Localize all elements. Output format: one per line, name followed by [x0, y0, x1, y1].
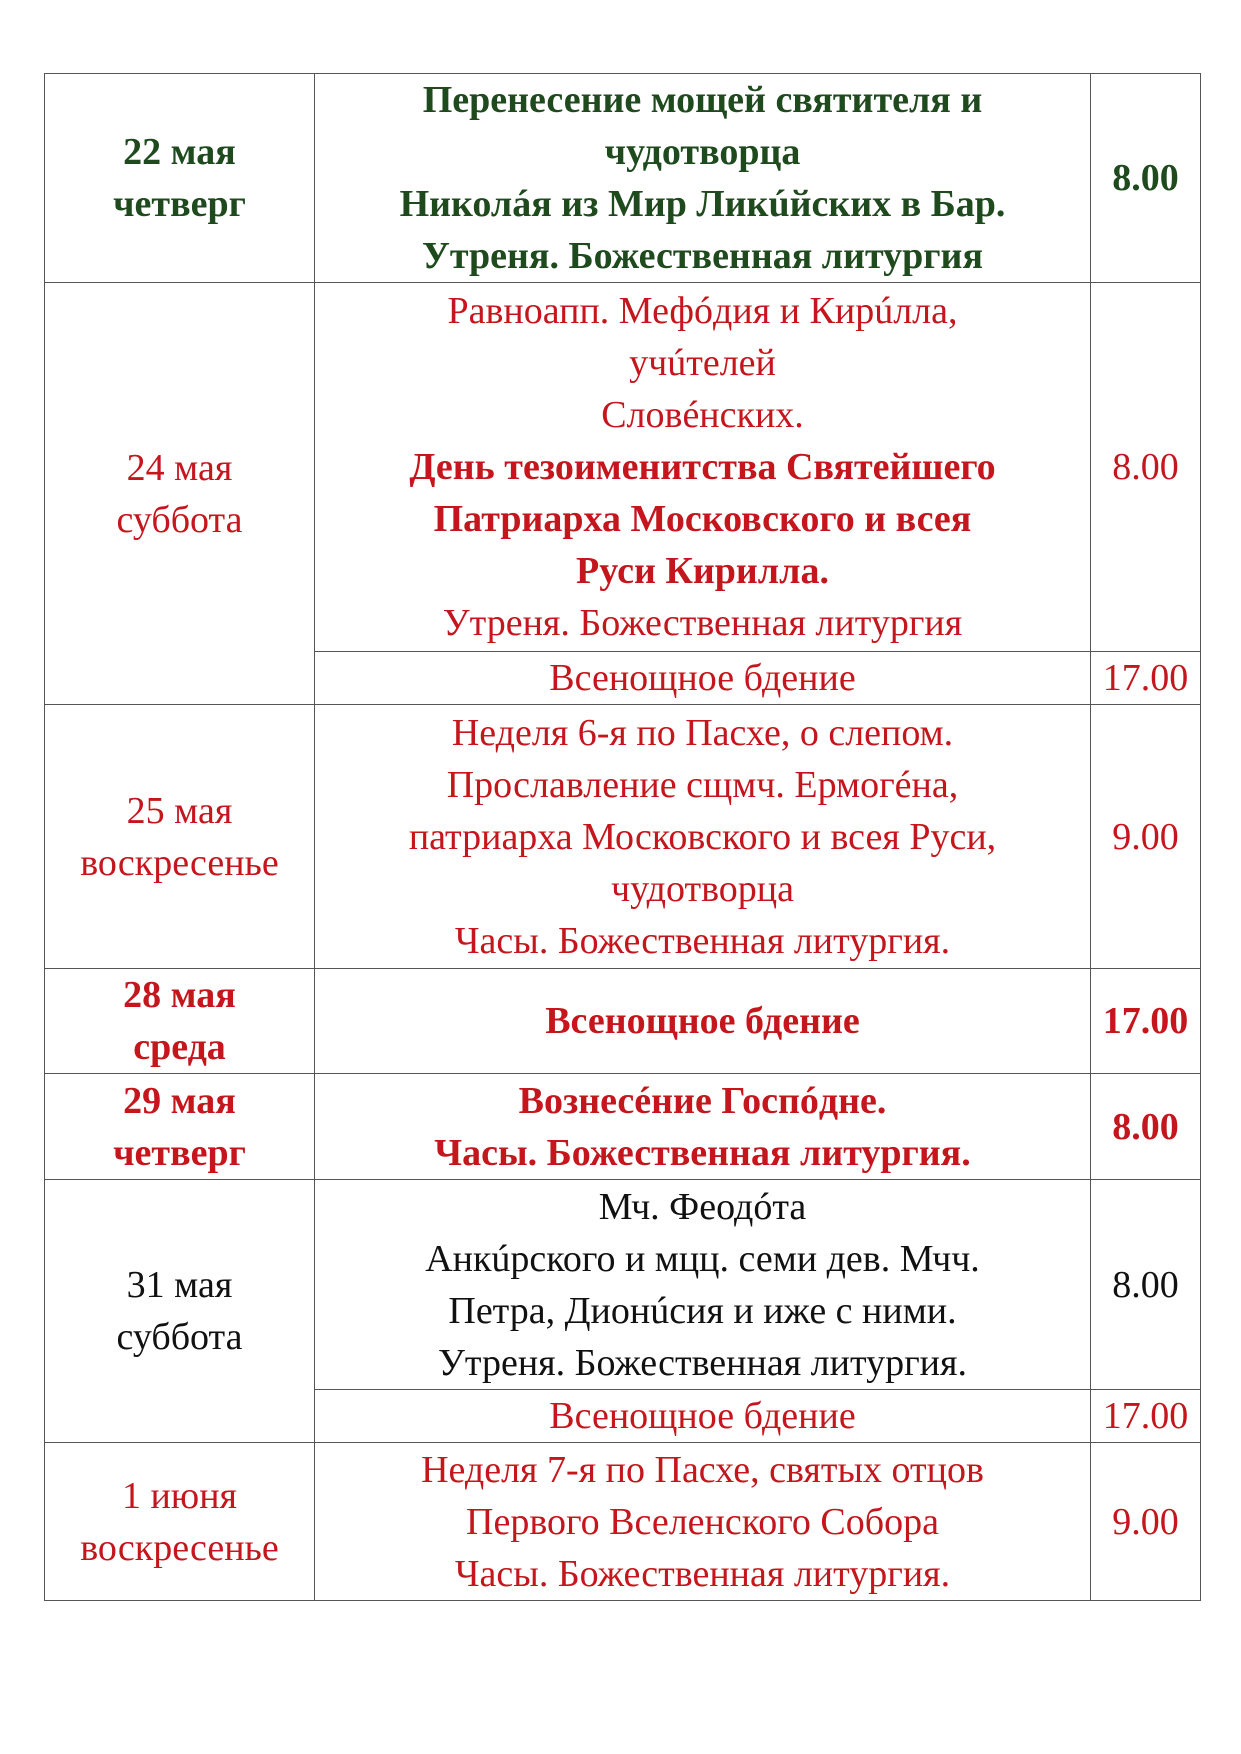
time-cell: 8.00	[1091, 1180, 1201, 1390]
event-line: Неделя 6-я по Пасхе, о слепом.	[451, 711, 954, 754]
date-cell	[45, 283, 315, 705]
weekday-label: суббота	[116, 498, 243, 541]
event-line: Часы. Божественная литургия.	[454, 919, 951, 962]
schedule-table	[44, 73, 1201, 1601]
event-cell: Всенощное бдение	[315, 1390, 1091, 1443]
weekday-label: воскресенье	[80, 841, 279, 884]
schedule-row-25-may	[45, 705, 1201, 969]
schedule-row-24-may	[45, 283, 1201, 652]
event-line: Николáя из Мир Ликúйских в Бар.	[399, 183, 1006, 225]
event-line: Мч. Феодóта	[598, 1185, 807, 1228]
time-cell: 17.00	[1091, 652, 1201, 705]
weekday-label: четверг	[113, 183, 246, 225]
event-cell	[315, 705, 1091, 969]
event-line-bold: День тезоименитства Святейшего	[409, 446, 996, 488]
date-cell	[45, 1074, 315, 1180]
event-line: Утреня. Божественная литургия	[421, 235, 984, 277]
event-line: Неделя 7-я по Пасхе, святых отцов	[421, 1448, 984, 1491]
event-line-bold: Патриарха Московского и всея	[433, 498, 972, 540]
event-line: Петра, Дионúсия и иже с ними.	[448, 1289, 957, 1332]
event-line: Словéнских.	[601, 394, 804, 436]
event-line: Утреня. Божественная литургия.	[438, 1341, 967, 1384]
schedule-row-31-may	[45, 1180, 1201, 1390]
event-line: Часы. Божественная литургия.	[454, 1552, 951, 1595]
weekday-label: четверг	[113, 1131, 246, 1174]
event-cell: Всенощное бдение	[315, 652, 1091, 705]
event-line: чудотворца	[604, 131, 801, 173]
event-line: Всенощное бдение	[545, 1000, 860, 1042]
time-cell: 9.00	[1091, 1443, 1201, 1601]
date-label: 24 мая	[126, 446, 233, 489]
event-line: чудотворца	[610, 867, 795, 910]
date-cell	[45, 74, 315, 283]
event-line: Первого Вселенского Собора	[466, 1500, 939, 1543]
time-cell: 8.00	[1091, 1074, 1201, 1180]
time-cell: 17.00	[1091, 1390, 1201, 1443]
event-line: Перенесение мощей святителя и	[422, 79, 983, 121]
event-cell	[315, 1443, 1091, 1601]
event-line: Утреня. Божественная литургия	[442, 602, 963, 644]
event-line: учúтелей	[629, 342, 776, 384]
event-cell	[315, 74, 1091, 283]
event-line: Прославление сщмч. Ермогéна,	[446, 763, 959, 806]
event-cell	[315, 1180, 1091, 1390]
date-label: 25 мая	[126, 789, 233, 832]
event-line: патриарха Московского и всея Руси,	[408, 815, 997, 858]
weekday-label: суббота	[116, 1316, 243, 1358]
date-cell	[45, 705, 315, 969]
date-cell	[45, 1180, 315, 1443]
date-label: 1 июня	[121, 1474, 238, 1517]
time-cell: 8.00	[1091, 283, 1201, 652]
event-line: Часы. Божественная литургия.	[434, 1131, 971, 1174]
date-label: 22 мая	[123, 131, 236, 173]
event-cell	[315, 1074, 1091, 1180]
event-line: Анкúрского и мцц. семи дев. Мчч.	[425, 1237, 980, 1280]
date-label: 31 мая	[126, 1264, 233, 1306]
date-cell	[45, 1443, 315, 1601]
schedule-row-28-may	[45, 969, 1201, 1074]
time-cell: 8.00	[1091, 74, 1201, 283]
event-line: Равноапп. Мефóдия и Кирúлла,	[447, 290, 958, 332]
time-cell: 17.00	[1091, 969, 1201, 1074]
date-cell	[45, 969, 315, 1074]
weekday-label: воскресенье	[80, 1526, 279, 1569]
event-line: Вознесéние Госпóдне.	[518, 1079, 887, 1122]
event-cell	[315, 969, 1091, 1074]
weekday-label: среда	[133, 1026, 226, 1068]
event-line-bold: Руси Кирилла.	[576, 550, 829, 592]
event-cell	[315, 283, 1091, 652]
date-label: 29 мая	[123, 1079, 236, 1122]
schedule-row-22-may	[45, 74, 1201, 283]
schedule-row-1-june	[45, 1443, 1201, 1601]
schedule-row-29-may	[45, 1074, 1201, 1180]
date-label: 28 мая	[123, 974, 236, 1016]
time-cell: 9.00	[1091, 705, 1201, 969]
